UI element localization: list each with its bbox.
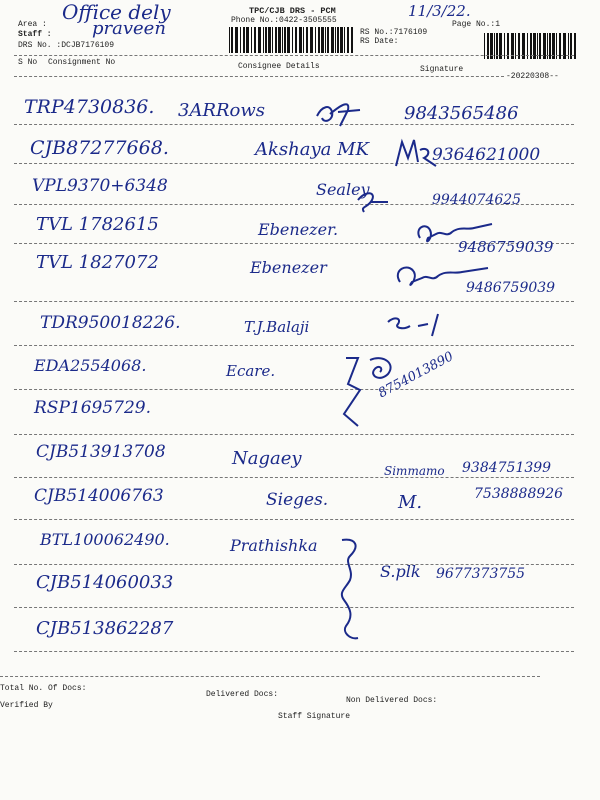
- consignee-name: Ecare.: [226, 362, 276, 380]
- verified-by-label: Verified By: [0, 701, 53, 710]
- consignment-no: TRP4730836.: [24, 96, 155, 118]
- consignment-no: TDR950018226.: [40, 313, 181, 333]
- receiver-signature: [334, 354, 414, 434]
- consignee-phone: 7538888926: [474, 486, 564, 502]
- drs-number: [18, 41, 114, 50]
- page-value: 1: [495, 20, 501, 29]
- print-code: -20220308--: [506, 72, 559, 81]
- consignee-name: Nagaey: [232, 448, 302, 469]
- receiver-signature: [392, 136, 442, 170]
- delivered-docs-label: Delivered Docs:: [206, 690, 279, 699]
- column-consignee: Consignee Details: [238, 62, 320, 71]
- consignment-no: RSP1695729.: [34, 398, 151, 418]
- receiver-signature: [392, 260, 492, 294]
- row-rule: [14, 345, 574, 346]
- receiver-bracket-mark: [336, 536, 376, 646]
- rs-date-label: RS Date:: [360, 37, 399, 46]
- row-rule: [14, 301, 574, 302]
- row-rule: [14, 434, 574, 435]
- drs-value: DCJB7176109: [61, 41, 115, 50]
- row-rule: [14, 564, 574, 565]
- handwritten-staff-name: praveen: [92, 18, 166, 39]
- consignee-phone: 9677373755: [436, 566, 526, 582]
- column-consignment: Consignment No: [48, 58, 116, 67]
- consignment-no: CJB514006763: [34, 486, 164, 506]
- consignee-phone: 9486759039: [466, 280, 556, 296]
- consignee-name: T.J.Balaji: [244, 318, 310, 336]
- consignment-no: CJB513862287: [36, 618, 174, 639]
- receiver-signature-text: M.: [398, 492, 423, 513]
- header-rule-bottom: [14, 76, 504, 77]
- receiver-signature-text: Simmamo: [384, 464, 445, 478]
- page-label: Page No.:: [452, 20, 496, 29]
- staff-label: Staff :: [18, 30, 52, 39]
- consignee-name: Sieges.: [266, 490, 329, 510]
- consignee-phone: 9944074625: [432, 192, 522, 208]
- footer-rule-top: [0, 676, 540, 677]
- receiver-signature: [412, 218, 502, 252]
- consignee-name: Ebenezer.: [258, 220, 339, 239]
- drs-label: DRS No. :: [18, 41, 62, 50]
- handwritten-office-note: Office dely: [62, 0, 171, 24]
- consignee-name: Sealey: [316, 180, 370, 199]
- staff-signature-label: Staff Signature: [278, 712, 351, 721]
- row-rule: [14, 389, 574, 390]
- consignee-phone: 9486759039: [458, 238, 554, 256]
- consignment-no: BTL100062490.: [40, 530, 170, 549]
- row-rule: [14, 651, 574, 652]
- consignee-phone: 9364621000: [432, 145, 541, 165]
- phone-number: [231, 16, 337, 25]
- consignee-phone: 9843565486: [404, 103, 519, 124]
- consignment-no: CJB513913708: [36, 442, 166, 462]
- consignee-name: Akshaya MK: [255, 139, 369, 160]
- receiver-signature: [354, 186, 394, 216]
- total-docs-label: Total No. Of Docs:: [0, 684, 87, 693]
- consignment-no: CJB87277668.: [30, 137, 169, 159]
- consignee-name: 3ARRows: [178, 100, 266, 121]
- consignee-phone: 8754013890: [376, 349, 457, 402]
- consignment-no: TVL 1827072: [36, 252, 159, 273]
- consignee-phone: 9384751399: [462, 460, 552, 476]
- phone-value: 0422-3505555: [279, 16, 337, 25]
- column-signature: Signature: [420, 65, 464, 74]
- consignment-no: EDA2554068.: [34, 356, 147, 375]
- rs-no-label: RS No.:: [360, 28, 394, 37]
- handwritten-date: 11/3/22.: [408, 2, 471, 20]
- rs-number: [360, 28, 427, 37]
- page-number: [452, 20, 500, 29]
- receiver-signature-text: S.plk: [380, 562, 421, 581]
- row-rule: [14, 124, 574, 125]
- consignee-name: Ebenezer: [250, 258, 327, 277]
- consignment-no: CJB514060033: [36, 572, 174, 593]
- receiver-signature: [384, 306, 464, 338]
- consignment-no: TVL 1782615: [36, 214, 159, 235]
- row-rule: [14, 477, 574, 478]
- header-rule-top: [14, 55, 574, 56]
- drs-barcode: [229, 27, 353, 53]
- row-rule: [14, 519, 574, 520]
- document-title: TPC/CJB DRS - PCM: [249, 6, 336, 16]
- rs-no-value: 7176109: [393, 28, 428, 37]
- phone-label: Phone No.:: [231, 16, 280, 25]
- consignment-no: VPL9370+6348: [32, 176, 168, 196]
- area-label: Area :: [18, 20, 47, 29]
- column-sno: S No: [18, 58, 38, 67]
- receiver-signature: [312, 98, 372, 128]
- consignee-name: Prathishka: [230, 536, 318, 555]
- row-rule: [14, 607, 574, 608]
- non-delivered-docs-label: Non Delivered Docs:: [346, 696, 438, 705]
